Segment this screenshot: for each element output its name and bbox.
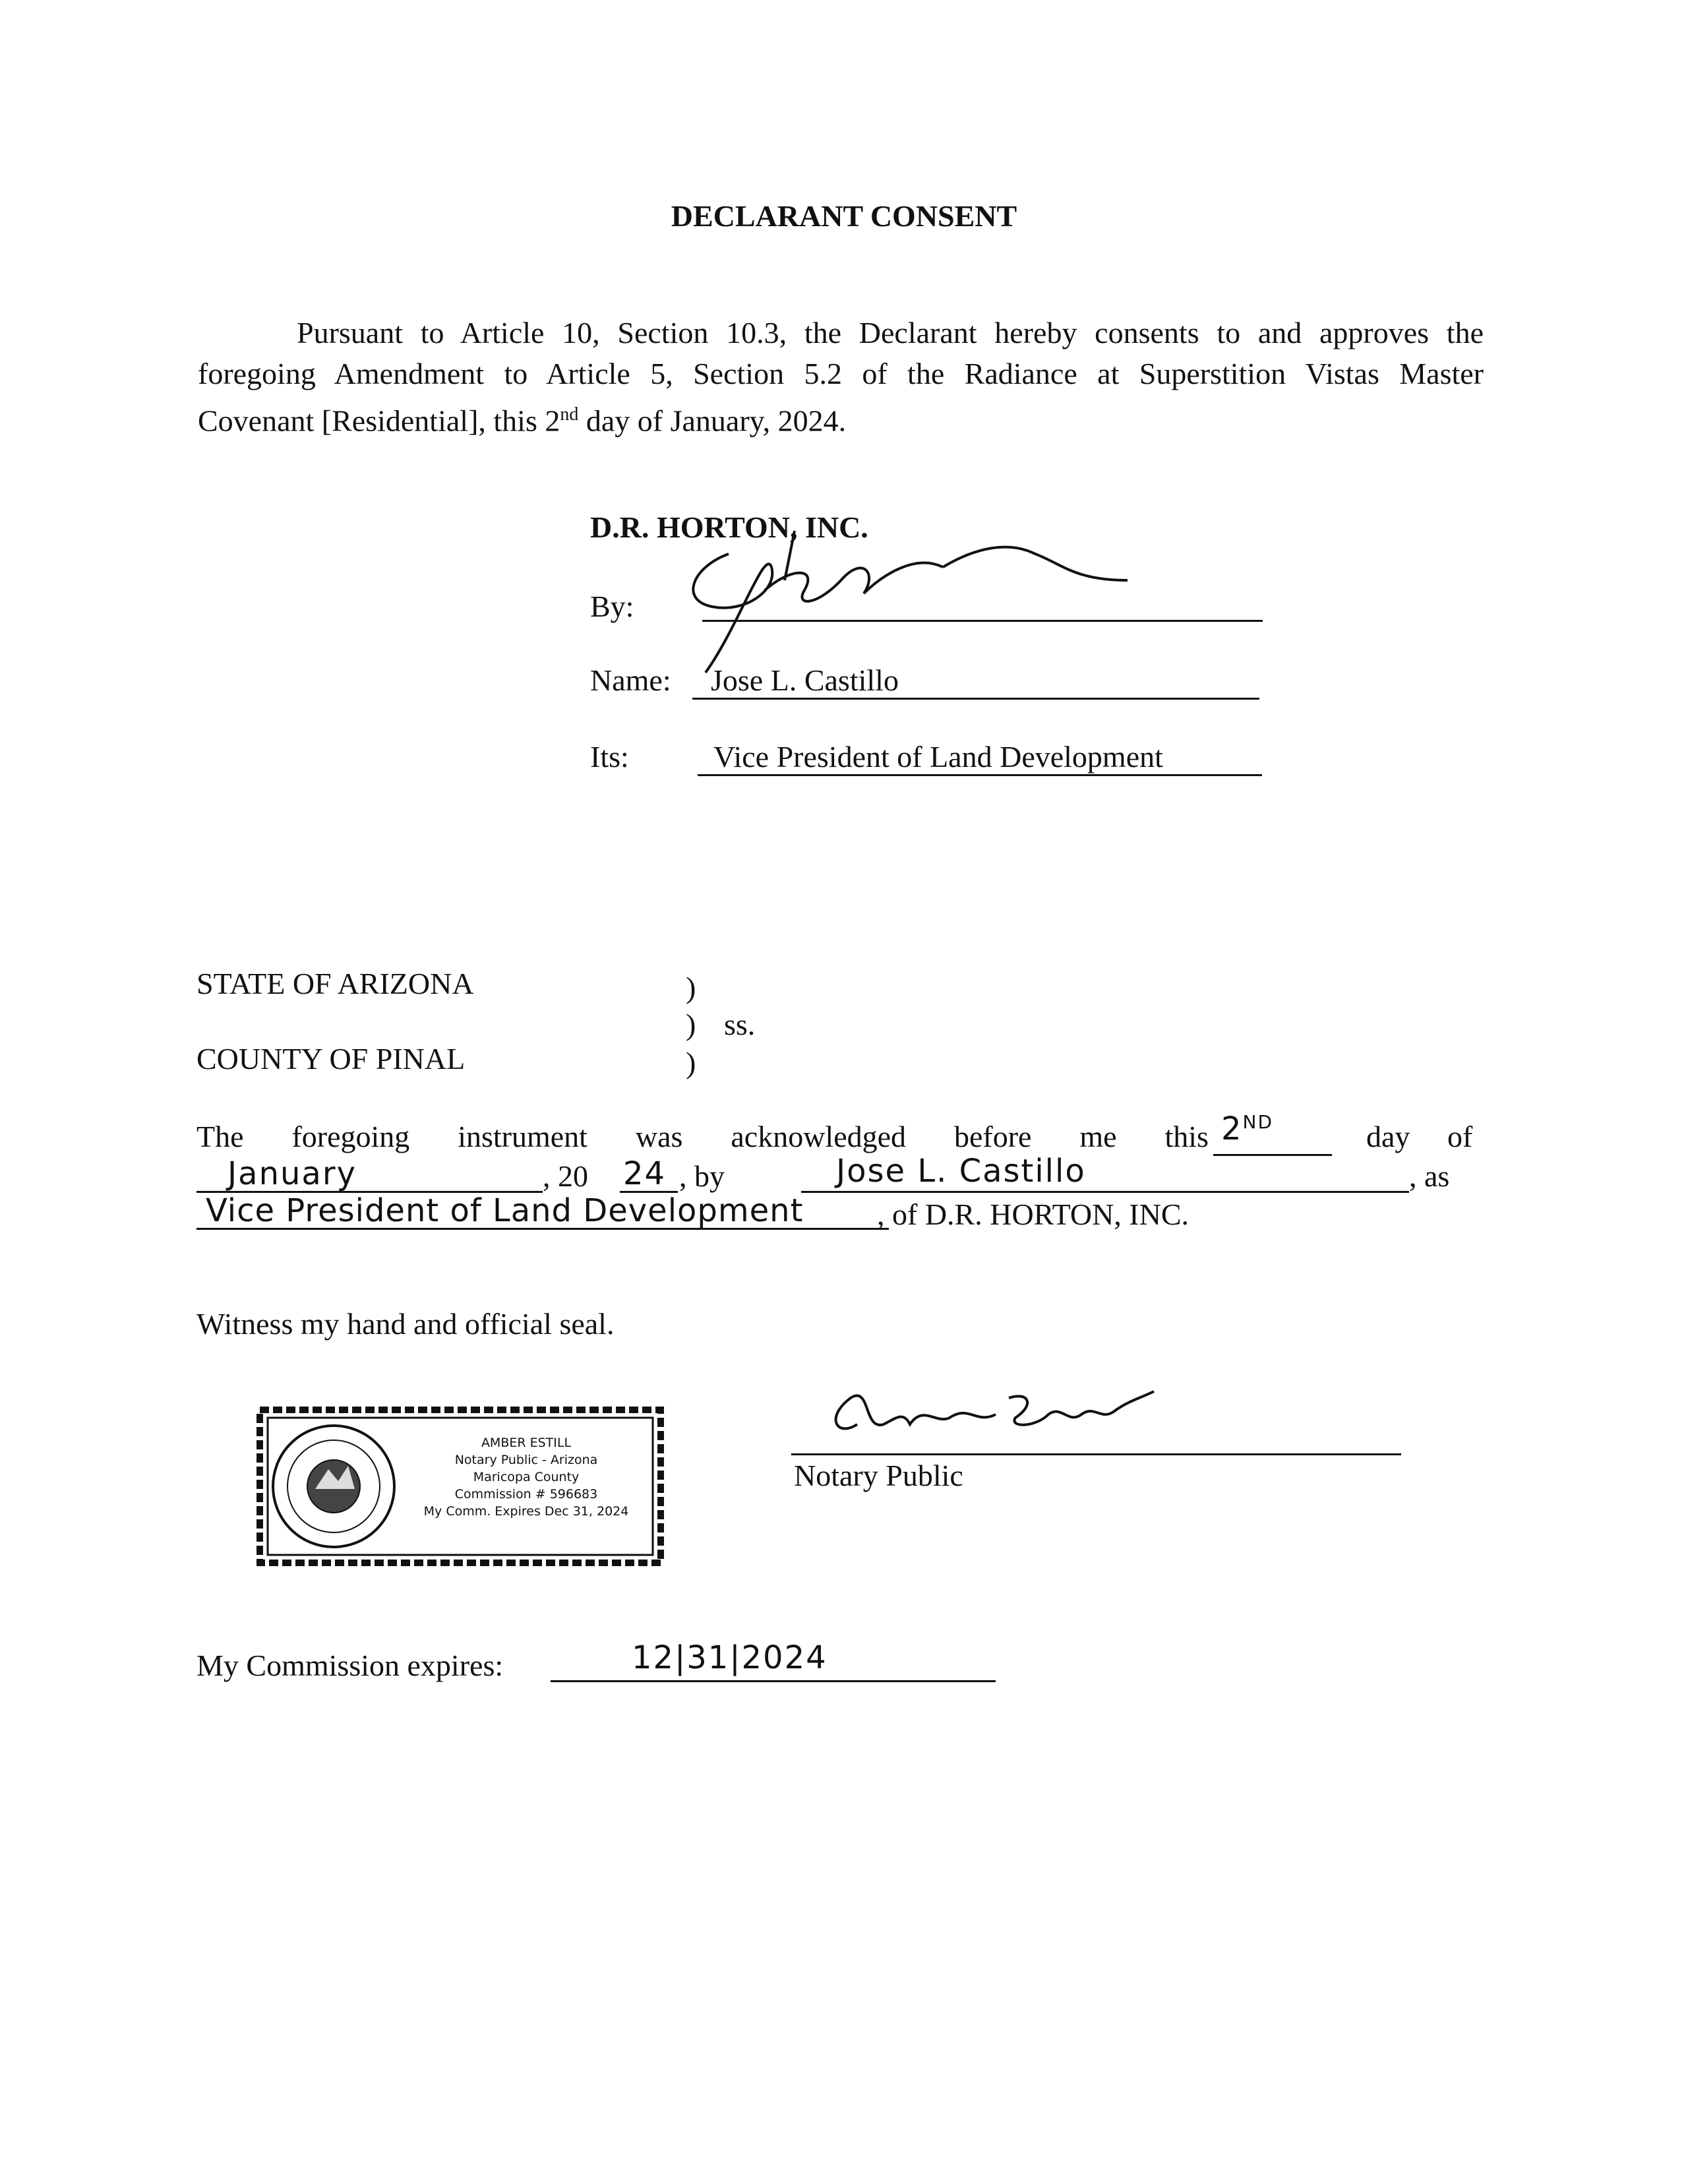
- seal-line-3: Maricopa County: [473, 1470, 580, 1484]
- document-title: DECLARANT CONSENT: [671, 199, 1017, 233]
- commission-label: My Commission expires:: [196, 1649, 504, 1682]
- notary-signature: [811, 1378, 1180, 1451]
- notary-seal-stamp: [256, 1403, 665, 1569]
- commission-underline: [551, 1680, 996, 1682]
- ack-year-handwritten: 24: [623, 1155, 667, 1192]
- consent-paragraph: [198, 313, 1484, 441]
- ack-day-label: day: [1366, 1120, 1410, 1153]
- ack-of-label: of: [1447, 1120, 1473, 1153]
- ack-word: acknowledged: [731, 1120, 907, 1153]
- ack-day-underline: [1213, 1154, 1332, 1156]
- consent-line-1: Pursuant to Article 10, Section 10.3, the Declarant hereby consents to and approves the: [297, 316, 1484, 349]
- ack-person-handwritten: Jose L. Castillo: [836, 1153, 1086, 1190]
- seal-line-5: My Comm. Expires Dec 31, 2024: [423, 1504, 629, 1519]
- seal-line-2: Notary Public - Arizona: [454, 1453, 598, 1467]
- venue-paren-3: ): [686, 1046, 696, 1079]
- name-label: Name:: [590, 663, 671, 697]
- ack-word: before: [953, 1120, 1032, 1153]
- notary-public-label: Notary Public: [794, 1459, 963, 1492]
- ack-year-prefix: , 20: [543, 1159, 588, 1193]
- ack-by-label: , by: [679, 1159, 725, 1193]
- consent-line-3-end: day of January, 2024.: [578, 404, 847, 438]
- company-name: D.R. HORTON, INC.: [590, 510, 868, 544]
- consent-line-3: [198, 394, 1484, 441]
- commission-date-handwritten: 12|31|2024: [632, 1639, 828, 1676]
- ack-word: The: [196, 1120, 244, 1153]
- declarant-signature: [666, 528, 1141, 679]
- venue-paren-2: ): [686, 1008, 696, 1041]
- ack-word: me: [1079, 1120, 1117, 1153]
- name-value: Jose L. Castillo: [711, 663, 899, 697]
- venue-paren-1: ): [686, 971, 696, 1004]
- ss-label: ss.: [724, 1008, 756, 1041]
- its-underline: [698, 774, 1262, 776]
- consent-line-2: foregoing Amendment to Article 5, Section 5.2 of the Radiance at Superstition Vistas Master: [198, 357, 1484, 390]
- ack-person-underline: [801, 1191, 1409, 1193]
- ack-title-handwritten: Vice President of Land Development: [206, 1192, 804, 1229]
- ack-day-handwritten: [1221, 1110, 1273, 1147]
- ack-month-handwritten: January: [227, 1155, 357, 1192]
- ack-title-underline: [196, 1228, 889, 1230]
- ack-as-label: , as: [1409, 1159, 1450, 1193]
- ack-word: instrument: [458, 1120, 588, 1153]
- seal-line-4: Commission # 596683: [454, 1487, 598, 1502]
- ack-company-suffix: , of D.R. HORTON, INC.: [877, 1198, 1190, 1231]
- name-underline: [692, 698, 1259, 700]
- ack-word: was: [635, 1120, 683, 1153]
- ack-word: this: [1164, 1120, 1209, 1153]
- county-label: COUNTY OF PINAL: [196, 1042, 466, 1076]
- its-value: Vice President of Land Development: [713, 740, 1163, 774]
- ack-word: foregoing: [291, 1120, 410, 1153]
- ack-day-ordinal: ND: [1242, 1111, 1274, 1133]
- by-label: By:: [590, 590, 634, 623]
- consent-line-3-text: Covenant [Residential], this 2: [198, 404, 560, 438]
- consent-ordinal: nd: [560, 404, 579, 425]
- state-label: STATE OF ARIZONA: [196, 967, 474, 1000]
- witness-statement: Witness my hand and official seal.: [196, 1307, 615, 1341]
- seal-notary-name: AMBER ESTILL: [481, 1436, 572, 1450]
- its-label: Its:: [590, 740, 629, 774]
- ack-line-1: [196, 1118, 1209, 1155]
- ack-day-number: 2: [1221, 1110, 1243, 1147]
- notary-signature-line: [791, 1453, 1401, 1455]
